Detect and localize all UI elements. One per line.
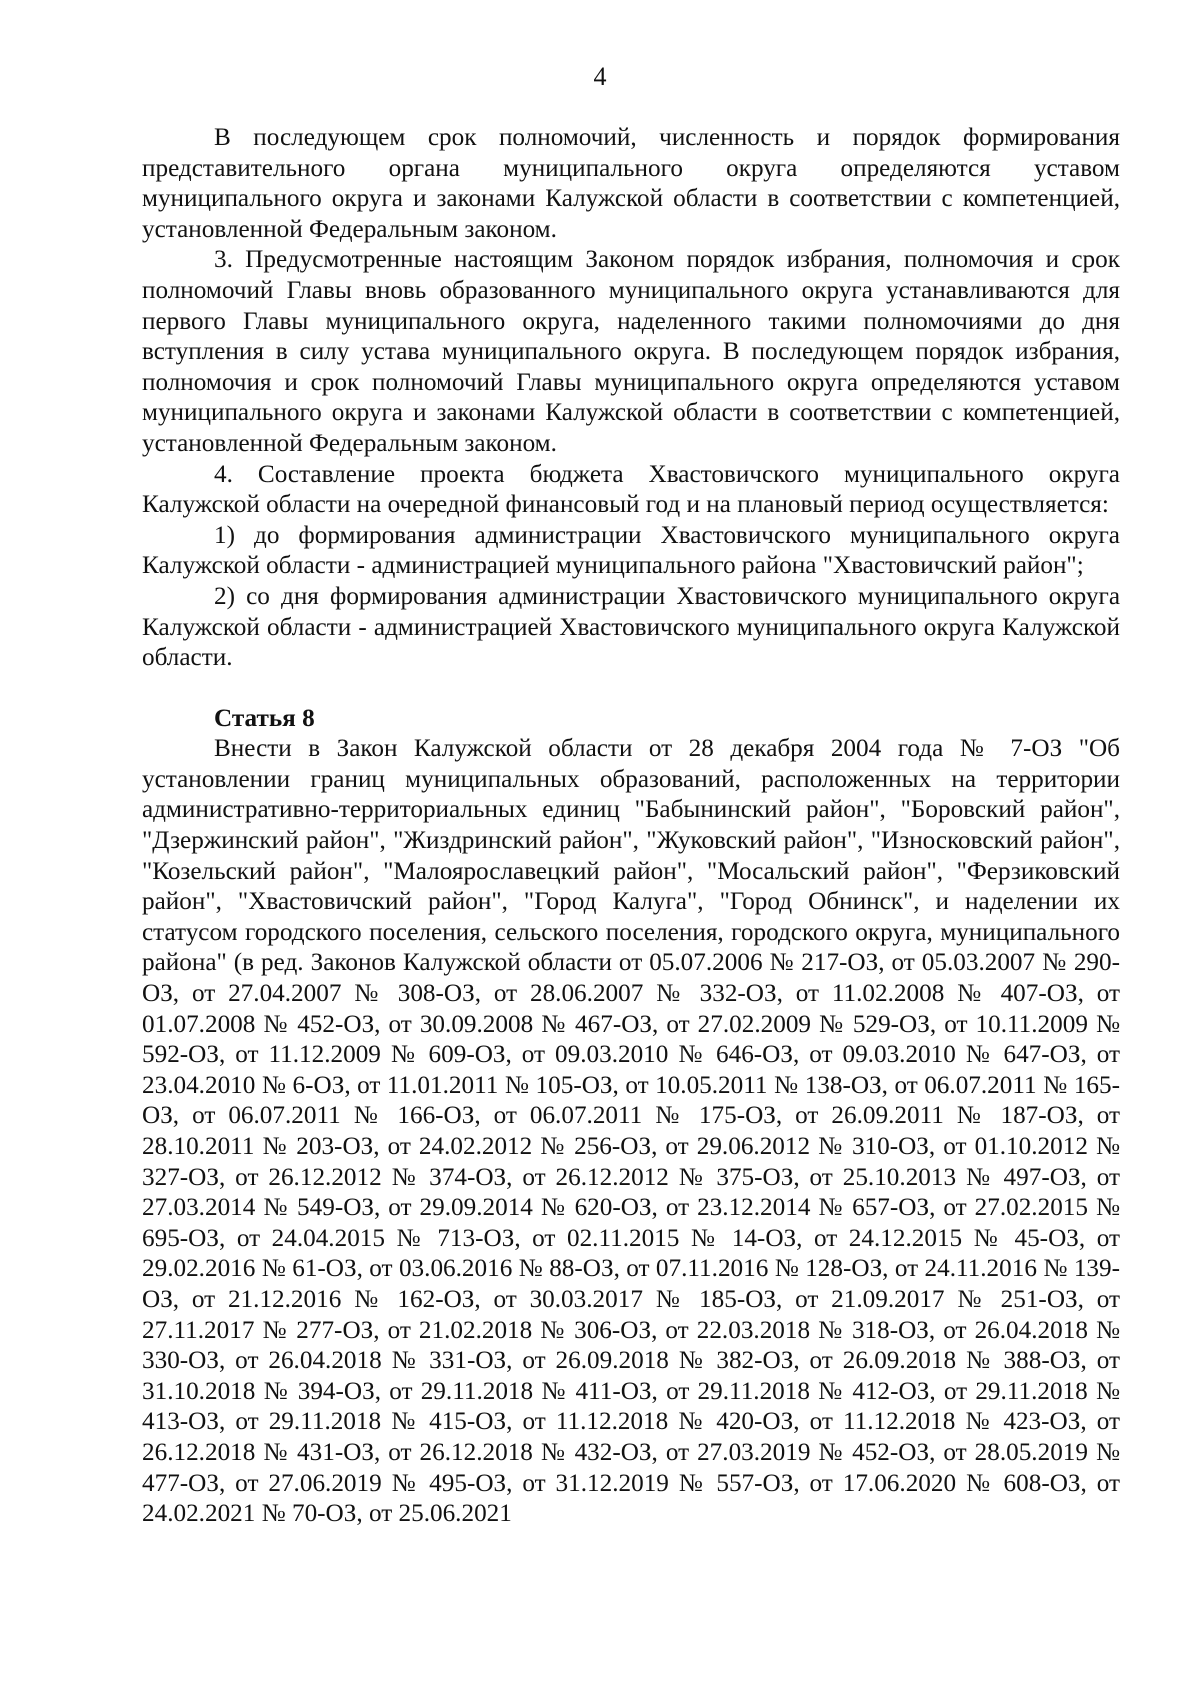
- paragraph-subitem-1: 1) до формирования администрации Хвастовичского муниципального округа Калужской области - администрацией муниципального района "Хвастовичский район";: [142, 521, 1120, 580]
- article-heading: Статья 8: [214, 704, 315, 732]
- paragraph-term-of-office: В последующем срок полномочий, численность и порядок формирования представительного органа муниципального округа определяются уставом муниципального округа и законами Калужской области в соответствии с компетенцией, установленной Федеральным законом.: [142, 124, 1120, 243]
- paragraph-item-4: 4. Составление проекта бюджета Хвастовичского муниципального округа Калужской области на очередной финансовый год и на плановый период осуществляется:: [142, 460, 1120, 519]
- page-number: 4: [593, 62, 607, 91]
- paragraph-subitem-2: 2) со дня формирования администрации Хвастовичского муниципального округа Калужской области - администрацией Хвастовичского муниципального округа Калужской области.: [142, 582, 1120, 672]
- paragraph-item-3: 3. Предусмотренные настоящим Законом порядок избрания, полномочия и срок полномочий Главы вновь образованного муниципального округа устанавливаются для первого Главы муниципального округа, наделенного такими полномочиями до дня вступления в силу устава муниципального округа. В последующем порядок избрания, полномочия и срок полномочий Главы муниципального округа определяются уставом муниципального округа и законами Калужской области в соответствии с компетенцией, установленной Федеральным законом.: [142, 246, 1120, 457]
- document-body: [142, 123, 1120, 1530]
- article-8-text: Внести в Закон Калужской области от 28 декабря 2004 года № 7-ОЗ "Об установлении границ муниципальных образований, расположенных на территории административно-территориальных единиц "Бабынинский район", "Боровский район", "Дзержинский район", "Жиздринский район", "Жуковский район", "Износковский район", "Козельский район", "Малоярославецкий район", "Мосальский район", "Ферзиковский район", "Хвастовичский район", "Город Калуга", "Город Обнинск", и наделении их статусом городского поселения, сельского поселения, городского округа, муниципального района" (в ред. Законов Калужской области от 05.07.2006 № 217-ОЗ, от 05.03.2007 № 290-ОЗ, от 27.04.2007 № 308-ОЗ, от 28.06.2007 № 332-ОЗ, от 11.02.2008 № 407-ОЗ, от 01.07.2008 № 452-ОЗ, от 30.09.2008 № 467-ОЗ, от 27.02.2009 № 529-ОЗ, от 10.11.2009 № 592-ОЗ, от 11.12.2009 № 609-ОЗ, от 09.03.2010 № 646-ОЗ, от 09.03.2010 № 647-ОЗ, от 23.04.2010 № 6-ОЗ, от 11.01.2011 № 105-ОЗ, от 10.05.2011 № 138-ОЗ, от 06.07.2011 № 165-ОЗ, от 06.07.2011 № 166-ОЗ, от 06.07.2011 № 175-ОЗ, от 26.09.2011 № 187-ОЗ, от 28.10.2011 № 203-ОЗ, от 24.02.2012 № 256-ОЗ, от 29.06.2012 № 310-ОЗ, от 01.10.2012 № 327-ОЗ, от 26.12.2012 № 374-ОЗ, от 26.12.2012 № 375-ОЗ, от 25.10.2013 № 497-ОЗ, от 27.03.2014 № 549-ОЗ, от 29.09.2014 № 620-ОЗ, от 23.12.2014 № 657-ОЗ, от 27.02.2015 № 695-ОЗ, от 24.04.2015 № 713-ОЗ, от 02.11.2015 № 14-ОЗ, от 24.12.2015 № 45-ОЗ, от 29.02.2016 № 61-ОЗ, от 03.06.2016 № 88-ОЗ, от 07.11.2016 № 128-ОЗ, от 24.11.2016 № 139-ОЗ, от 21.12.2016 № 162-ОЗ, от 30.03.2017 № 185-ОЗ, от 21.09.2017 № 251-ОЗ, от 27.11.2017 № 277-ОЗ, от 21.02.2018 № 306-ОЗ, от 22.03.2018 № 318-ОЗ, от 26.04.2018 № 330-ОЗ, от 26.04.2018 № 331-ОЗ, от 26.09.2018 № 382-ОЗ, от 26.09.2018 № 388-ОЗ, от 31.10.2018 № 394-ОЗ, от 29.11.2018 № 411-ОЗ, от 29.11.2018 № 412-ОЗ, от 29.11.2018 № 413-ОЗ, от 29.11.2018 № 415-ОЗ, от 11.12.2018 № 420-ОЗ, от 11.12.2018 № 423-ОЗ, от 26.12.2018 № 431-ОЗ, от 26.12.2018 № 432-ОЗ, от 27.03.2019 № 452-ОЗ, от 28.05.2019 № 477-ОЗ, от 27.06.2019 № 495-ОЗ, от 31.12.2019 № 557-ОЗ, от 17.06.2020 № 608-ОЗ, от 24.02.2021 № 70-ОЗ, от 25.06.2021: [142, 735, 1120, 1528]
